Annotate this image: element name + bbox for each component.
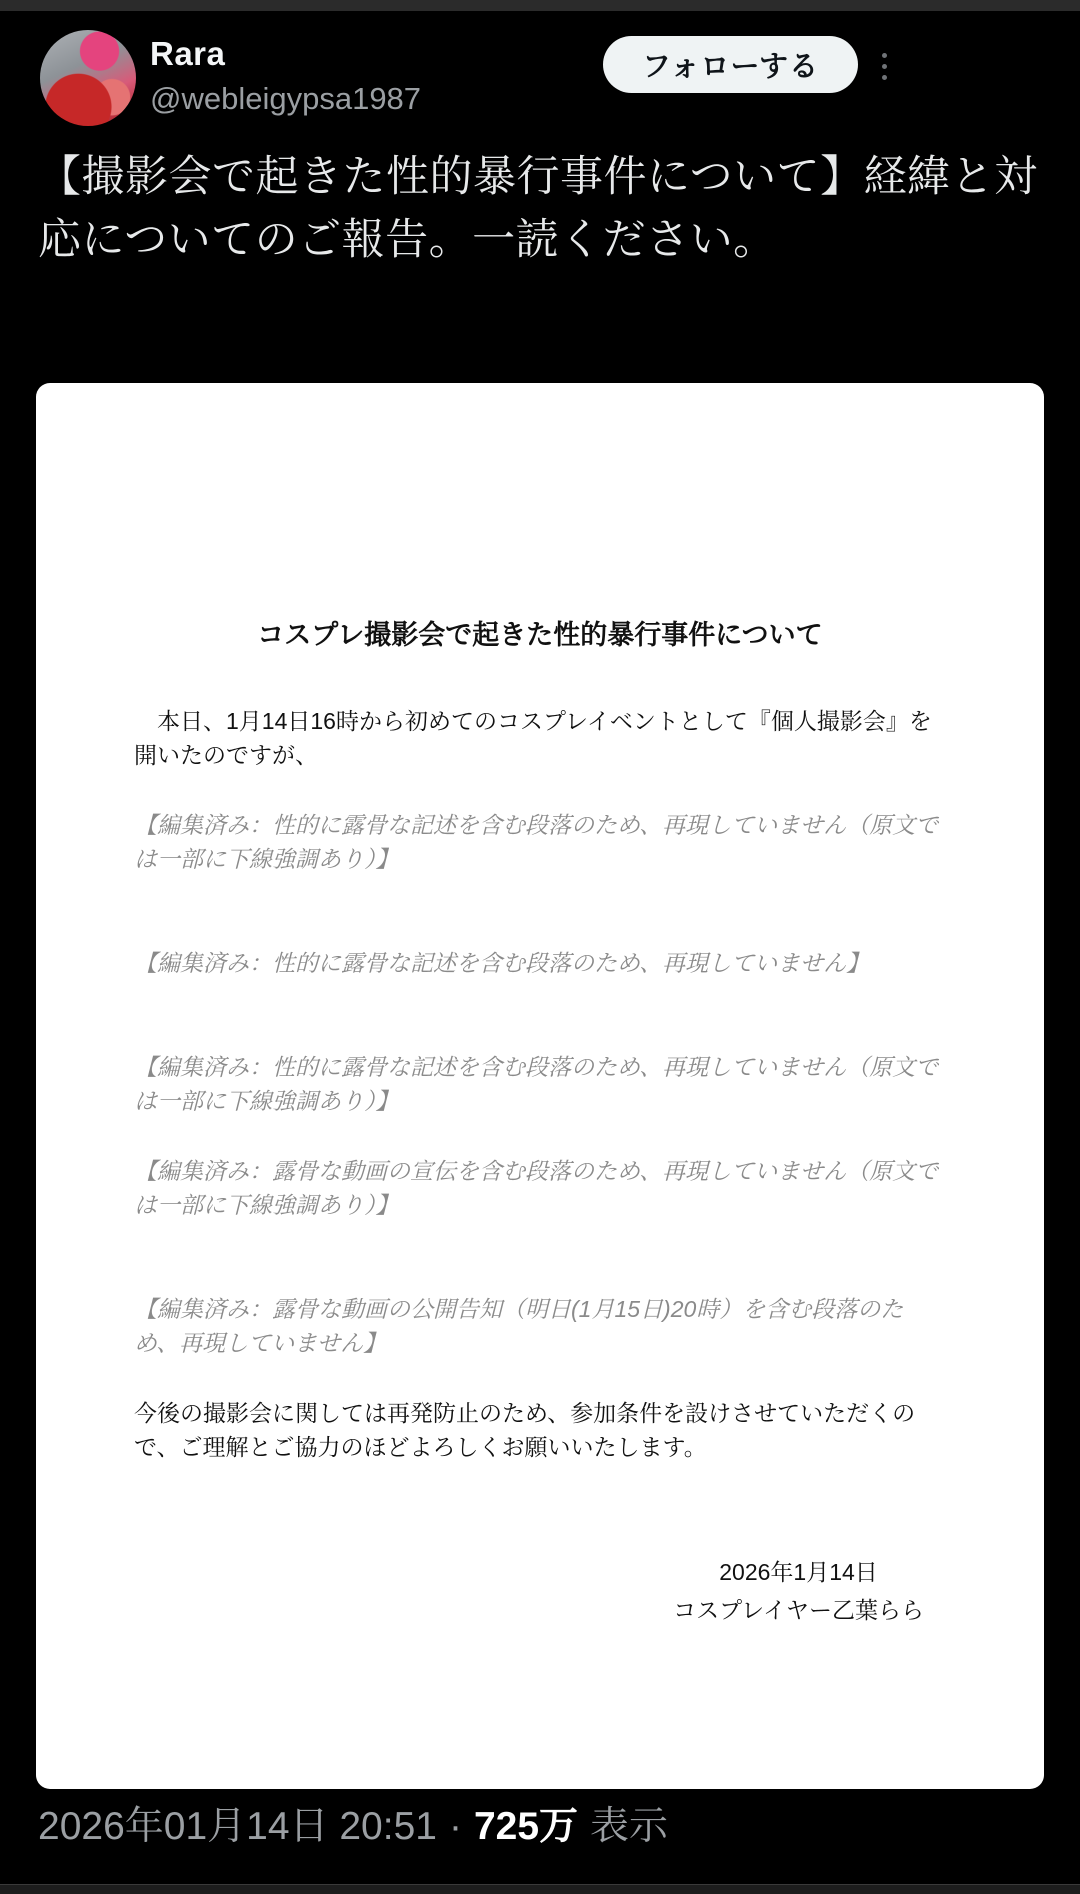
document-date: 2026年1月14日 xyxy=(719,1559,878,1585)
profile-avatar[interactable] xyxy=(40,30,136,126)
post-header xyxy=(40,30,1080,130)
views-label: 表示 xyxy=(590,1805,669,1848)
status-bar-strip xyxy=(0,0,1080,12)
document-paragraph-redacted: 【編集済み：性的に露骨な記述を含む段落のため、再現していません（原文では一部に下線強調あり）】 xyxy=(134,812,939,872)
document-paragraph-redacted: 【編集済み：性的に露骨な記述を含む段落のため、再現していません】 xyxy=(134,950,870,976)
views-count: 725万 xyxy=(473,1805,579,1848)
more-options-icon[interactable] xyxy=(870,44,898,88)
document-paragraph: 本日、1月14日16時から初めてのコスプレイベントとして『個人撮影会』を開いたのですが、 xyxy=(134,708,932,768)
post-timestamp: 2026年01月14日 20:51 xyxy=(38,1805,437,1848)
post-meta-footer xyxy=(38,1800,1048,1854)
document-signature: コスプレイヤー乙葉らら xyxy=(673,1597,924,1623)
meta-separator: · xyxy=(448,1805,462,1848)
bottom-divider xyxy=(0,1884,1080,1894)
user-handle: @webleigypsa1987 xyxy=(150,81,422,116)
display-name: Rara xyxy=(150,35,226,72)
document-signature-block xyxy=(673,1553,924,1629)
follow-button[interactable]: フォローする xyxy=(603,36,858,93)
document-paragraph-redacted: 【編集済み：露骨な動画の宣伝を含む段落のため、再現していません（原文では一部に下線強調あり）】 xyxy=(134,1158,939,1218)
profile-id-block[interactable] xyxy=(150,32,421,122)
document-paragraph-redacted: 【編集済み：露骨な動画の公開告知（明日(1月15日)20時）を含む段落のため、再現していません】 xyxy=(134,1296,904,1356)
attached-document-image[interactable] xyxy=(36,383,1044,1789)
document-paragraph-redacted: 【編集済み：性的に露骨な記述を含む段落のため、再現していません（原文では一部に下線強調あり）】 xyxy=(134,1054,939,1114)
document-body xyxy=(36,704,1044,1464)
document-title: コスプレ撮影会で起きた性的暴行事件について xyxy=(257,620,823,650)
post-text: 【撮影会で起きた性的暴行事件について】経緯と対応についてのご報告。一読ください。 xyxy=(38,153,1038,264)
document-paragraph: 今後の撮影会に関しては再発防止のため、参加条件を設けさせていただくので、ご理解とご協力のほどよろしくお願いいたします。 xyxy=(134,1400,916,1460)
